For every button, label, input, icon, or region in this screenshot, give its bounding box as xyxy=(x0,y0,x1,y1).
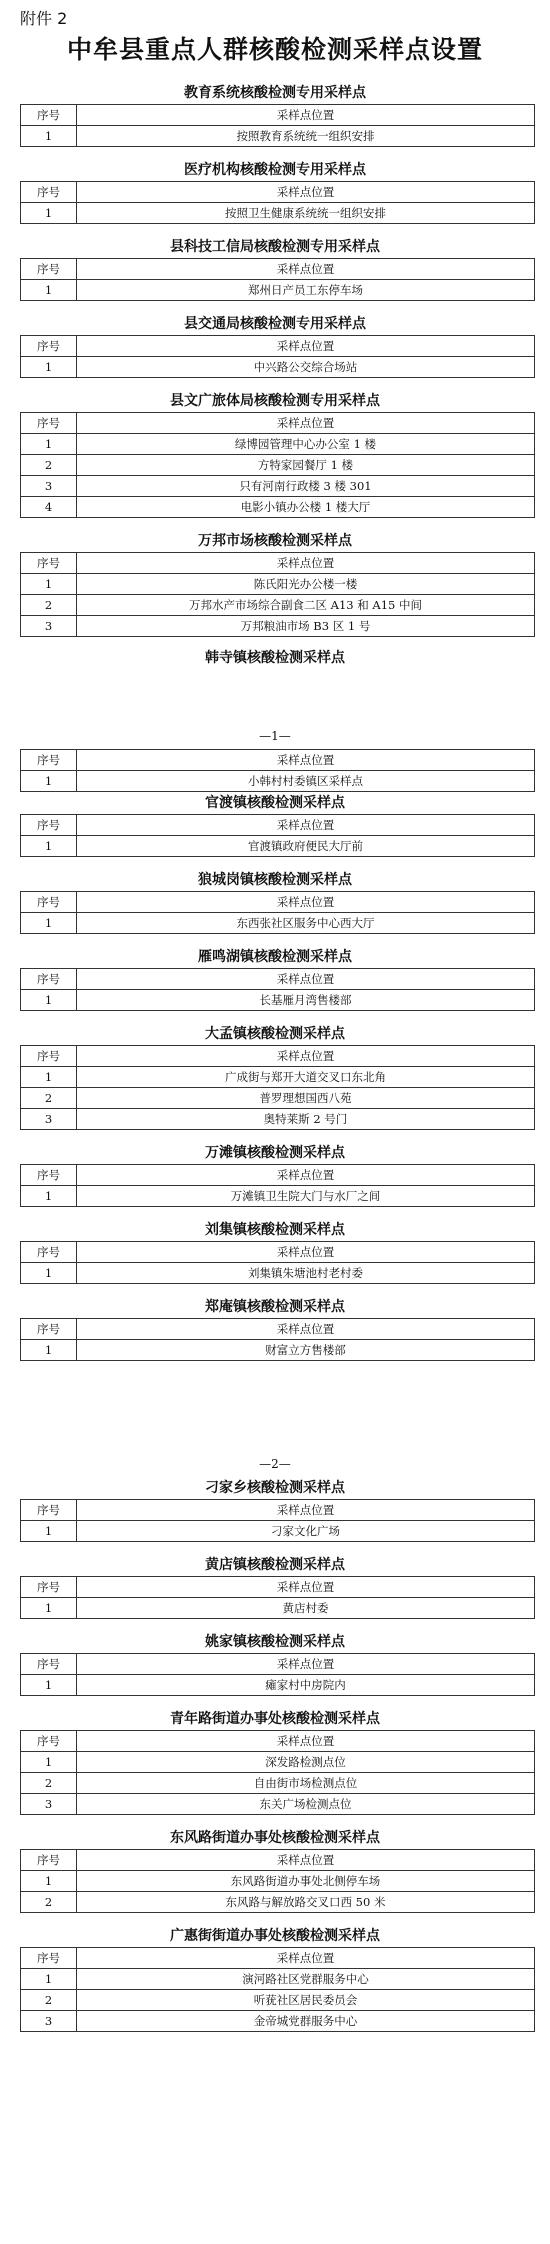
row-number: 2 xyxy=(21,1990,77,2011)
table-row xyxy=(21,574,535,595)
row-number: 4 xyxy=(21,497,77,518)
header-no: 序号 xyxy=(21,1319,77,1340)
sampling-section xyxy=(0,1477,550,1542)
row-location: 长基雁月湾售楼部 xyxy=(77,990,535,1011)
table-header-row xyxy=(21,1731,535,1752)
header-no: 序号 xyxy=(21,413,77,434)
header-no: 序号 xyxy=(21,1850,77,1871)
row-number: 3 xyxy=(21,476,77,497)
row-number: 1 xyxy=(21,434,77,455)
sampling-section xyxy=(0,1296,550,1361)
sampling-section xyxy=(0,530,550,637)
row-location: 万邦水产市场综合副食二区 A13 和 A15 中间 xyxy=(77,595,535,616)
row-number: 1 xyxy=(21,1067,77,1088)
row-number: 1 xyxy=(21,1263,77,1284)
table-row xyxy=(21,1794,535,1815)
sampling-table xyxy=(20,1045,535,1130)
row-location: 金帝城党群服务中心 xyxy=(77,2011,535,2032)
sampling-section xyxy=(0,236,550,301)
table-row xyxy=(21,1598,535,1619)
table-row xyxy=(21,1340,535,1361)
header-no: 序号 xyxy=(21,1948,77,1969)
section-title: 大孟镇核酸检测采样点 xyxy=(205,1026,345,1042)
table-header-row xyxy=(21,413,535,434)
sampling-table xyxy=(20,1499,535,1542)
table-row xyxy=(21,126,535,147)
section-title: 青年路街道办事处核酸检测采样点 xyxy=(170,1711,380,1727)
sampling-table xyxy=(20,814,535,857)
sampling-table xyxy=(20,1947,535,2032)
row-number: 1 xyxy=(21,771,77,792)
row-number: 3 xyxy=(21,616,77,637)
row-location: 小韩村村委镇区采样点 xyxy=(77,771,535,792)
header-no: 序号 xyxy=(21,105,77,126)
sampling-table xyxy=(20,1849,535,1913)
sampling-table xyxy=(20,552,535,637)
row-location: 东西张社区服务中心西大厅 xyxy=(77,913,535,934)
header-location: 采样点位置 xyxy=(77,259,535,280)
table-row xyxy=(21,1969,535,1990)
row-number: 1 xyxy=(21,126,77,147)
row-number: 1 xyxy=(21,203,77,224)
sampling-table xyxy=(20,335,535,378)
row-location: 听莸社区居民委员会 xyxy=(77,1990,535,2011)
table-header-row xyxy=(21,182,535,203)
header-location: 采样点位置 xyxy=(77,182,535,203)
header-location: 采样点位置 xyxy=(77,1319,535,1340)
section-title: 万滩镇核酸检测采样点 xyxy=(205,1145,345,1161)
section-title: 黄店镇核酸检测采样点 xyxy=(205,1557,345,1573)
table-row xyxy=(21,1088,535,1109)
sampling-table xyxy=(20,1653,535,1696)
row-number: 3 xyxy=(21,2011,77,2032)
section-title: 县科技工信局核酸检测专用采样点 xyxy=(170,239,380,255)
sampling-section xyxy=(0,869,550,934)
row-number: 1 xyxy=(21,1675,77,1696)
header-location: 采样点位置 xyxy=(77,1948,535,1969)
sampling-section xyxy=(0,946,550,1011)
row-number: 1 xyxy=(21,1340,77,1361)
table-header-row xyxy=(21,1319,535,1340)
table-header-row xyxy=(21,1577,535,1598)
section-title: 韩寺镇核酸检测采样点 xyxy=(205,650,345,666)
table-header-row xyxy=(21,815,535,836)
section-title: 姚家镇核酸检测采样点 xyxy=(205,1634,345,1650)
sampling-section xyxy=(0,1708,550,1815)
row-number: 3 xyxy=(21,1109,77,1130)
row-location: 郑州日产员工东停车场 xyxy=(77,280,535,301)
page-number-marker: —2— xyxy=(259,1457,291,1471)
sampling-section xyxy=(0,1023,550,1130)
sampling-table xyxy=(20,749,535,792)
row-location: 按照教育系统统一组织安排 xyxy=(77,126,535,147)
row-location: 万邦粮油市场 B3 区 1 号 xyxy=(77,616,535,637)
table-header-row xyxy=(21,750,535,771)
section-title: 县交通局核酸检测专用采样点 xyxy=(184,316,366,332)
row-location: 东风路街道办事处北侧停车场 xyxy=(77,1871,535,1892)
sampling-section xyxy=(0,792,550,857)
table-row xyxy=(21,1773,535,1794)
table-row xyxy=(21,1067,535,1088)
sampling-table xyxy=(20,1318,535,1361)
row-location: 东关广场检测点位 xyxy=(77,1794,535,1815)
row-number: 1 xyxy=(21,357,77,378)
row-location: 陈氏阳光办公楼一楼 xyxy=(77,574,535,595)
header-no: 序号 xyxy=(21,336,77,357)
table-row xyxy=(21,1186,535,1207)
header-no: 序号 xyxy=(21,553,77,574)
table-row xyxy=(21,1675,535,1696)
table-row xyxy=(21,476,535,497)
sampling-section xyxy=(0,82,550,147)
row-location: 东风路与解放路交叉口西 50 米 xyxy=(77,1892,535,1913)
table-header-row xyxy=(21,336,535,357)
row-number: 2 xyxy=(21,1773,77,1794)
header-location: 采样点位置 xyxy=(77,336,535,357)
table-row xyxy=(21,913,535,934)
header-location: 采样点位置 xyxy=(77,1500,535,1521)
row-number: 2 xyxy=(21,1088,77,1109)
row-location: 官渡镇政府便民大厅前 xyxy=(77,836,535,857)
sampling-section xyxy=(0,647,550,669)
header-location: 采样点位置 xyxy=(77,1731,535,1752)
header-no: 序号 xyxy=(21,969,77,990)
sampling-section xyxy=(0,1827,550,1913)
row-number: 1 xyxy=(21,1871,77,1892)
section-title: 刁家乡核酸检测采样点 xyxy=(205,1480,345,1496)
table-header-row xyxy=(21,1500,535,1521)
table-row xyxy=(21,497,535,518)
table-header-row xyxy=(21,1242,535,1263)
header-location: 采样点位置 xyxy=(77,105,535,126)
table-row xyxy=(21,1521,535,1542)
section-title: 刘集镇核酸检测采样点 xyxy=(205,1222,345,1238)
table-header-row xyxy=(21,1948,535,1969)
row-location: 广成街与郑开大道交叉口东北角 xyxy=(77,1067,535,1088)
row-location: 演河路社区党群服务中心 xyxy=(77,1969,535,1990)
header-no: 序号 xyxy=(21,1046,77,1067)
sampling-table xyxy=(20,1730,535,1815)
table-row xyxy=(21,434,535,455)
row-location: 瘫家村中房院内 xyxy=(77,1675,535,1696)
page-title: 中牟县重点人群核酸检测采样点设置 xyxy=(66,35,483,64)
header-location: 采样点位置 xyxy=(77,1577,535,1598)
page-number-marker: —1— xyxy=(259,729,291,743)
row-location: 电影小镇办公楼 1 楼大厅 xyxy=(77,497,535,518)
header-no: 序号 xyxy=(21,750,77,771)
sampling-table xyxy=(20,891,535,934)
row-location: 普罗理想国西八苑 xyxy=(77,1088,535,1109)
table-row xyxy=(21,357,535,378)
row-location: 方特家园餐厅 1 楼 xyxy=(77,455,535,476)
header-location: 采样点位置 xyxy=(77,750,535,771)
section-title: 雁鸣湖镇核酸检测采样点 xyxy=(198,949,352,965)
header-no: 序号 xyxy=(21,1577,77,1598)
sampling-table xyxy=(20,1241,535,1284)
header-location: 采样点位置 xyxy=(77,1046,535,1067)
table-header-row xyxy=(21,892,535,913)
row-number: 1 xyxy=(21,280,77,301)
row-location: 万滩镇卫生院大门与水厂之间 xyxy=(77,1186,535,1207)
row-location: 深发路检测点位 xyxy=(77,1752,535,1773)
sampling-section xyxy=(0,1142,550,1207)
header-no: 序号 xyxy=(21,1242,77,1263)
row-location: 按照卫生健康系统统一组织安排 xyxy=(77,203,535,224)
table-row xyxy=(21,1892,535,1913)
row-number: 1 xyxy=(21,1521,77,1542)
sampling-section xyxy=(0,159,550,224)
table-row xyxy=(21,280,535,301)
table-row xyxy=(21,1871,535,1892)
sampling-table xyxy=(20,1576,535,1619)
table-header-row xyxy=(21,1850,535,1871)
header-no: 序号 xyxy=(21,1500,77,1521)
table-row xyxy=(21,990,535,1011)
header-location: 采样点位置 xyxy=(77,553,535,574)
table-row xyxy=(21,1752,535,1773)
row-location: 只有河南行政楼 3 楼 301 xyxy=(77,476,535,497)
row-location: 中兴路公交综合场站 xyxy=(77,357,535,378)
header-location: 采样点位置 xyxy=(77,969,535,990)
sampling-table xyxy=(20,968,535,1011)
sampling-table xyxy=(20,181,535,224)
row-location: 自由街市场检测点位 xyxy=(77,1773,535,1794)
row-number: 1 xyxy=(21,1598,77,1619)
header-location: 采样点位置 xyxy=(77,1654,535,1675)
table-header-row xyxy=(21,1654,535,1675)
row-location: 绿博园管理中心办公室 1 楼 xyxy=(77,434,535,455)
attachment-label: 附件 2 xyxy=(20,9,68,28)
section-title: 东风路街道办事处核酸检测采样点 xyxy=(170,1830,380,1846)
row-number: 2 xyxy=(21,1892,77,1913)
header-location: 采样点位置 xyxy=(77,815,535,836)
document-body xyxy=(0,82,550,2032)
header-no: 序号 xyxy=(21,1731,77,1752)
header-no: 序号 xyxy=(21,815,77,836)
row-number: 2 xyxy=(21,455,77,476)
header-location: 采样点位置 xyxy=(77,1850,535,1871)
table-row xyxy=(21,1990,535,2011)
table-row xyxy=(21,455,535,476)
row-location: 黄店村委 xyxy=(77,1598,535,1619)
header-location: 采样点位置 xyxy=(77,892,535,913)
sampling-section xyxy=(0,313,550,378)
header-location: 采样点位置 xyxy=(77,1242,535,1263)
header-no: 序号 xyxy=(21,1654,77,1675)
table-row xyxy=(21,836,535,857)
row-number: 1 xyxy=(21,990,77,1011)
sampling-section xyxy=(0,1925,550,2032)
table-header-row xyxy=(21,1046,535,1067)
table-row xyxy=(21,1263,535,1284)
section-title: 狼城岗镇核酸检测采样点 xyxy=(198,872,352,888)
table-header-row xyxy=(21,969,535,990)
table-header-row xyxy=(21,259,535,280)
table-header-row xyxy=(21,105,535,126)
sampling-table xyxy=(20,412,535,518)
header-location: 采样点位置 xyxy=(77,1165,535,1186)
table-row xyxy=(21,771,535,792)
section-title: 广惠街街道办事处核酸检测采样点 xyxy=(170,1928,380,1944)
table-row xyxy=(21,1109,535,1130)
sampling-section xyxy=(0,1631,550,1696)
row-location: 财富立方售楼部 xyxy=(77,1340,535,1361)
header-location: 采样点位置 xyxy=(77,413,535,434)
sampling-section xyxy=(0,390,550,518)
table-header-row xyxy=(21,1165,535,1186)
section-title: 郑庵镇核酸检测采样点 xyxy=(205,1299,345,1315)
section-title: 医疗机构核酸检测专用采样点 xyxy=(184,162,366,178)
section-title: 县文广旅体局核酸检测专用采样点 xyxy=(170,393,380,409)
header-no: 序号 xyxy=(21,259,77,280)
section-title: 万邦市场核酸检测采样点 xyxy=(198,533,352,549)
row-number: 2 xyxy=(21,595,77,616)
header-no: 序号 xyxy=(21,892,77,913)
row-number: 1 xyxy=(21,913,77,934)
header-no: 序号 xyxy=(21,1165,77,1186)
section-title: 官渡镇核酸检测采样点 xyxy=(205,795,345,811)
sampling-section xyxy=(0,1219,550,1284)
row-location: 刘集镇朱塘池村老村委 xyxy=(77,1263,535,1284)
row-number: 1 xyxy=(21,1969,77,1990)
sampling-section xyxy=(0,1554,550,1619)
row-number: 3 xyxy=(21,1794,77,1815)
table-header-row xyxy=(21,553,535,574)
table-row xyxy=(21,616,535,637)
row-number: 1 xyxy=(21,1752,77,1773)
row-location: 刁家文化广场 xyxy=(77,1521,535,1542)
table-row xyxy=(21,2011,535,2032)
row-number: 1 xyxy=(21,836,77,857)
section-title: 教育系统核酸检测专用采样点 xyxy=(184,85,366,101)
row-number: 1 xyxy=(21,574,77,595)
table-row xyxy=(21,203,535,224)
table-row xyxy=(21,595,535,616)
header-no: 序号 xyxy=(21,182,77,203)
sampling-table xyxy=(20,258,535,301)
sampling-table xyxy=(20,1164,535,1207)
row-number: 1 xyxy=(21,1186,77,1207)
row-location: 奥特莱斯 2 号门 xyxy=(77,1109,535,1130)
sampling-table xyxy=(20,104,535,147)
